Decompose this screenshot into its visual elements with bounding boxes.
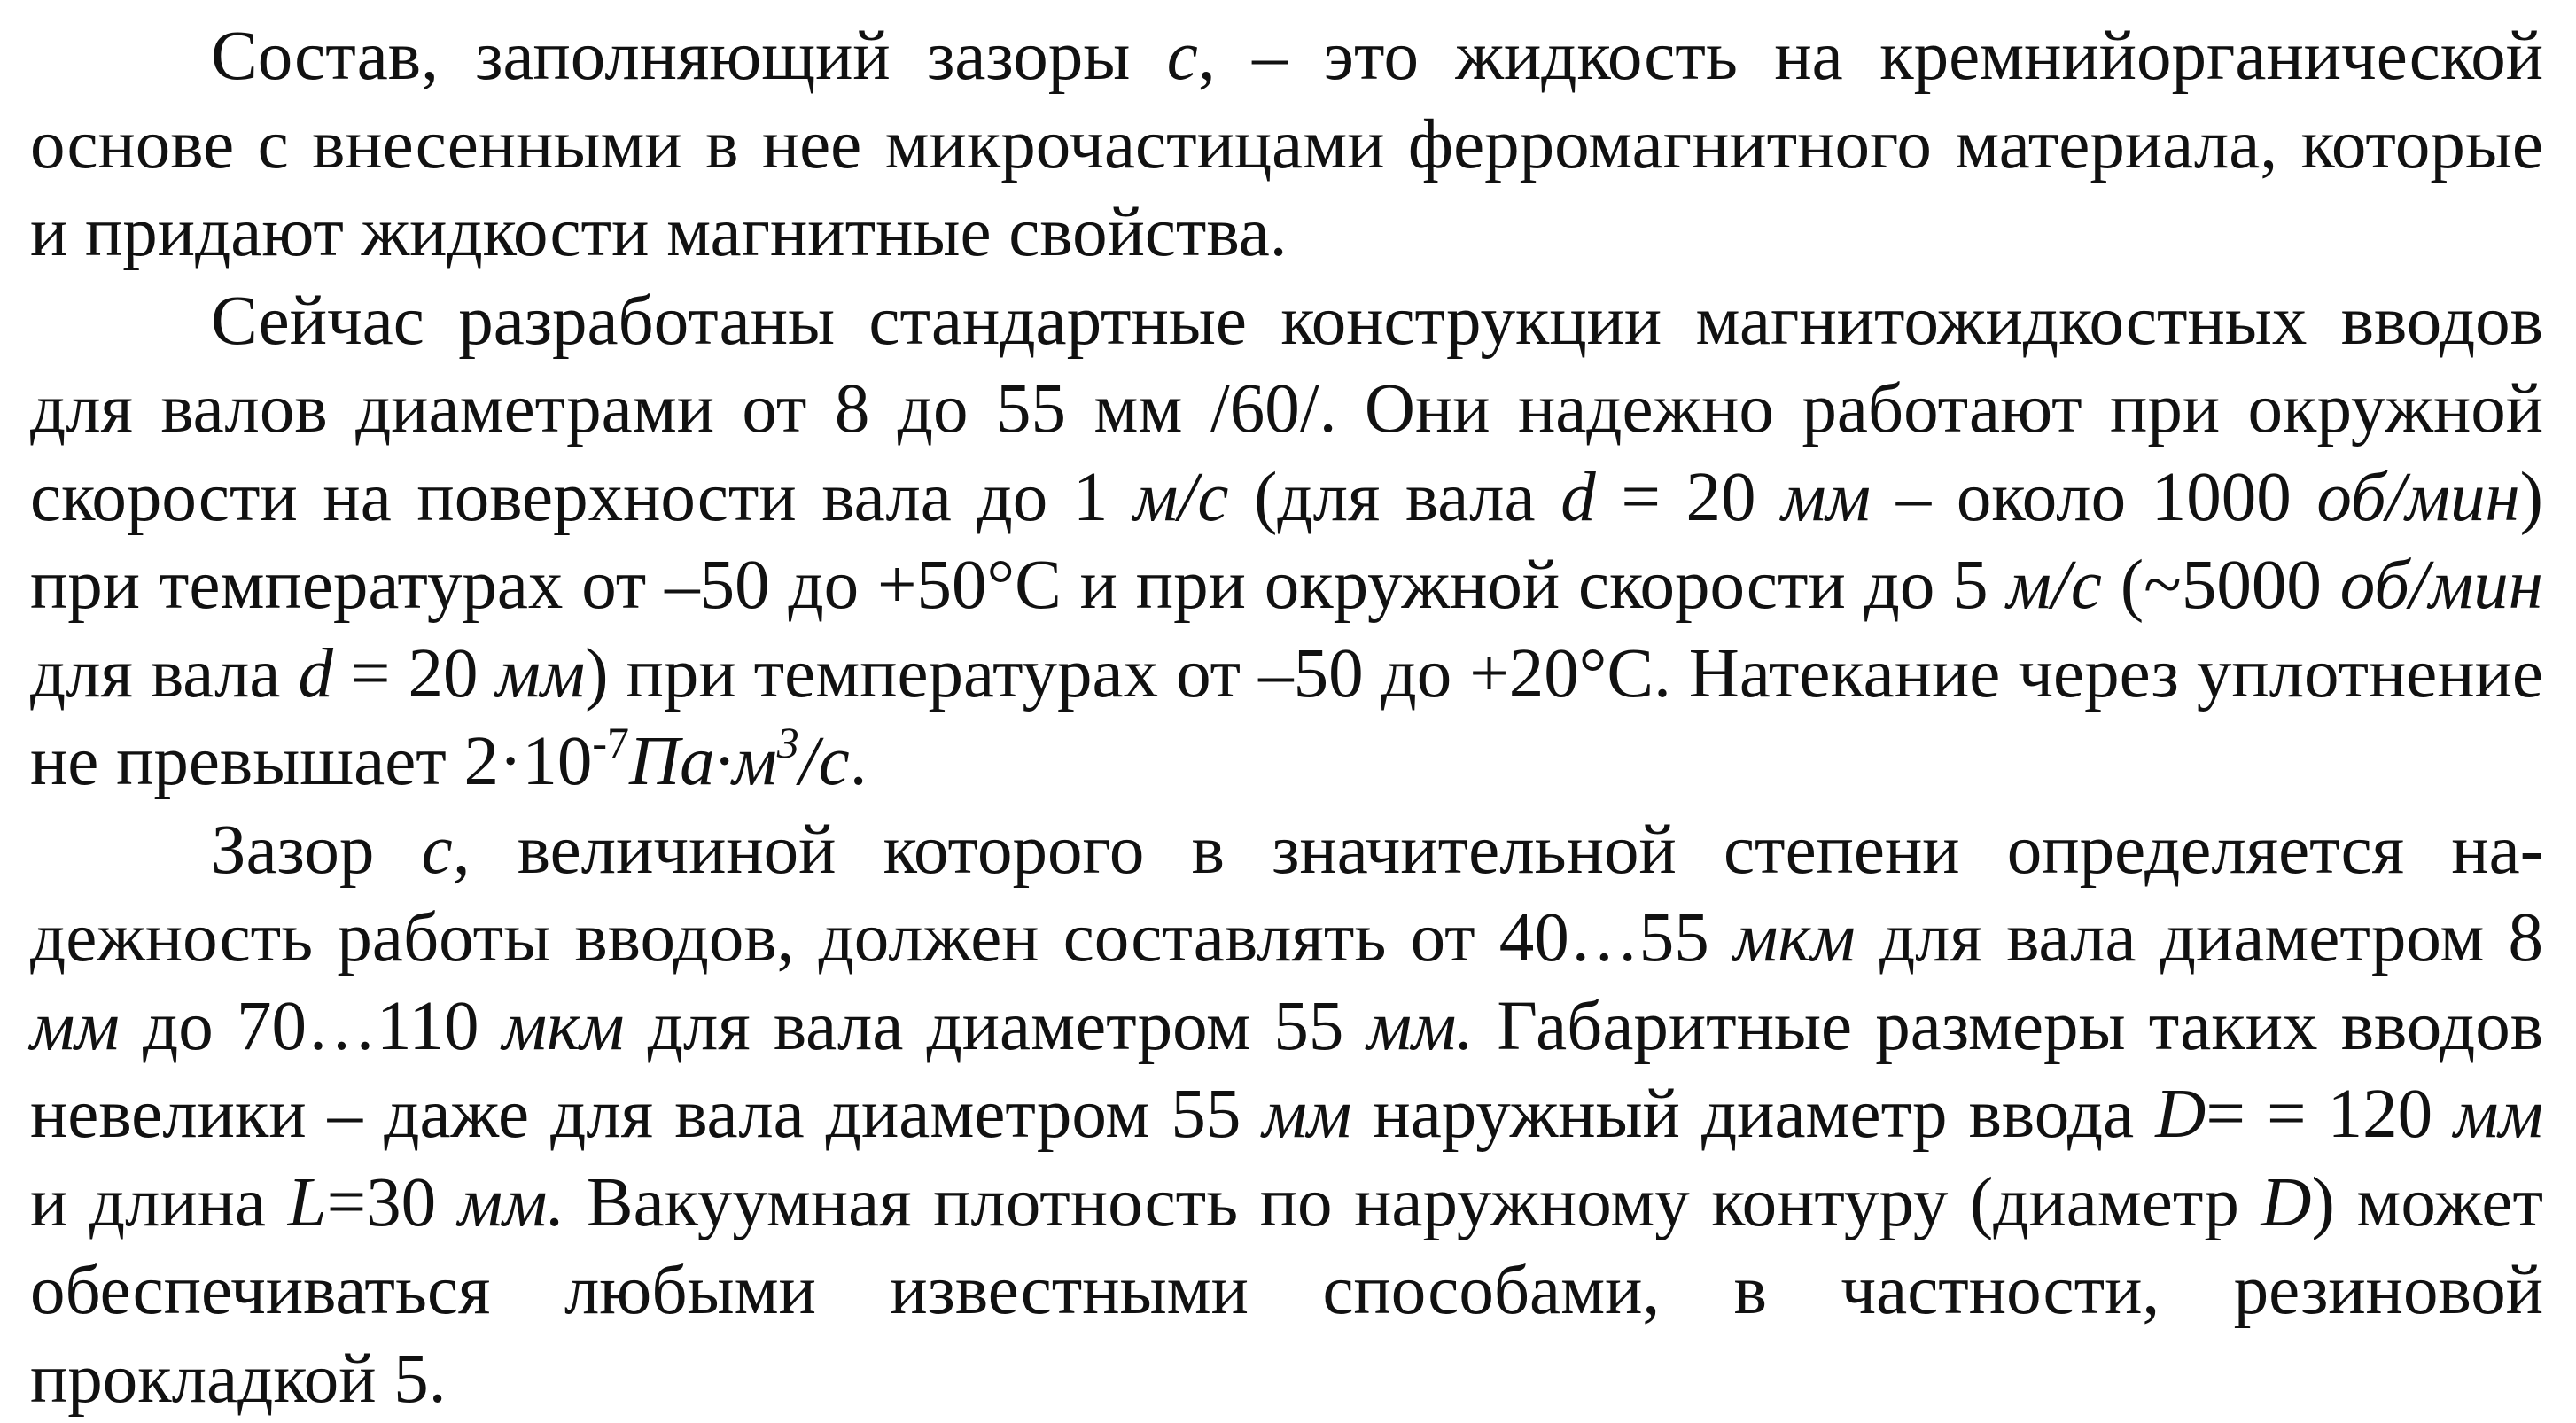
text-run: , – это жидкость на кремнийорганической основе с внесенными в нее микрочастицами ферромагнитного материала, которые и придают жидкости магнитные свойства. <box>30 18 2543 271</box>
text-run: ) при температурах от –50 до +50°C и при окружной скорости до 5 <box>30 459 2543 625</box>
text-run: Сейчас разработаны стандартные конструкции магнитожидкостных вводов для валов диаметрами от 8 до 55 мм /60/. Они надежно работают при окружной скорости на поверхности вала до 1 <box>30 283 2543 536</box>
italic-run: об/мин <box>2340 547 2543 624</box>
italic-run: d <box>298 635 333 712</box>
italic-run: мкм <box>502 988 625 1065</box>
text-run: = 20 <box>333 635 496 712</box>
italic-run: м/с <box>2007 547 2102 624</box>
text-run: Габаритные размеры таких вводов невелики – даже для вала диаметром 55 <box>30 988 2543 1154</box>
text-run: . <box>850 723 868 800</box>
italic-run: L <box>288 1164 327 1241</box>
text-run: = = 120 <box>2206 1076 2454 1153</box>
text-run: для вала <box>30 635 298 712</box>
text-run: (~5000 <box>2102 547 2340 624</box>
italic-run: мм <box>1263 1076 1352 1153</box>
text-run: – около 1000 <box>1871 459 2316 536</box>
italic-run: мм. <box>458 1164 565 1241</box>
paragraph-standard-designs <box>30 277 2543 806</box>
italic-run: /с <box>799 723 850 800</box>
italic-run: мм <box>30 988 120 1065</box>
italic-run: c <box>1167 18 1198 95</box>
text-run: Состав, заполняющий зазоры <box>211 18 1167 95</box>
text-run: Зазор <box>211 812 422 889</box>
text-run: =30 <box>327 1164 458 1241</box>
italic-run: м/с <box>1133 459 1228 536</box>
paragraph-ferrofluid-composition <box>30 12 2543 277</box>
italic-run: Па·м <box>629 723 777 800</box>
paragraph-gap-and-dimensions <box>30 806 2543 1423</box>
text-run: наружный диаметр ввода <box>1351 1076 2155 1153</box>
italic-run: мм. <box>1367 988 1475 1065</box>
superscript-run: 3 <box>777 718 799 767</box>
text-run: Вакуумная плотность по наружному контуру (диаметр <box>564 1164 2261 1241</box>
italic-run: d <box>1560 459 1596 536</box>
text-run: ) может обеспечиваться любыми известными способами, в частности, резиновой прокладкой 5. <box>30 1164 2543 1418</box>
italic-run: мм <box>495 635 585 712</box>
text-run: = 20 <box>1596 459 1782 536</box>
italic-run: мм <box>1781 459 1871 536</box>
text-run: и длина <box>30 1164 288 1241</box>
italic-run: D <box>2155 1076 2206 1153</box>
text-run: ) при температурах от –50 до +20°C. Натекание через уплотнение не превышает 2·10 <box>30 635 2543 801</box>
text-run: для вала диаметром 55 <box>625 988 1367 1065</box>
superscript-run: -7 <box>592 718 629 767</box>
italic-run: D <box>2261 1164 2311 1241</box>
text-run: для вала диаметром 8 <box>1856 899 2543 976</box>
document-page <box>30 12 2543 1423</box>
text-run: (для вала <box>1228 459 1560 536</box>
italic-run: c, <box>422 812 471 889</box>
text-run: до 70…110 <box>120 988 502 1065</box>
italic-run: об/мин <box>2316 459 2519 536</box>
italic-run: мкм <box>1733 899 1856 976</box>
text-run: величиной которого в значительной степени определяется надежность работы вводов, должен составлять от 40…55 <box>30 812 2543 977</box>
italic-run: мм <box>2454 1076 2543 1153</box>
